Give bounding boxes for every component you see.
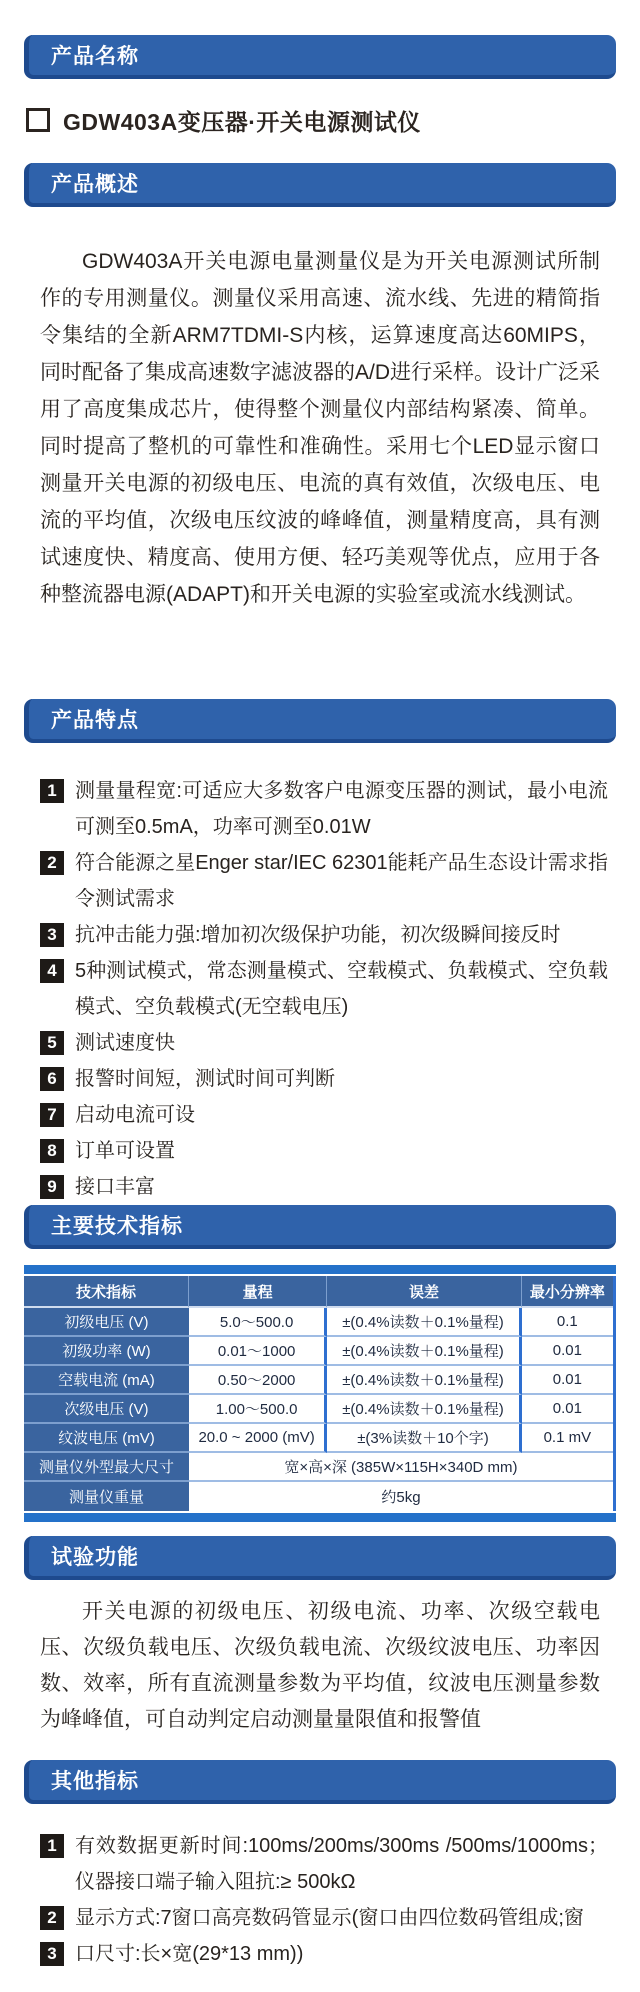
section-banner-specs [24, 1205, 616, 1249]
cell-resolution: 0.01 [522, 1337, 613, 1366]
table-row [24, 1395, 613, 1424]
cell-range: 5.0～500.0 [189, 1308, 327, 1337]
cell-error: ±(0.4%读数＋0.1%量程) [327, 1337, 521, 1366]
row-label: 初级功率 (W) [24, 1337, 189, 1366]
feature-number-badge: 7 [40, 1103, 64, 1127]
feature-item [40, 1025, 608, 1061]
cell-error: ±(3%读数＋10个字) [327, 1424, 521, 1453]
section-banner-features [24, 699, 616, 743]
feature-text: 5种测试模式，常态测量模式、空载模式、负载模式、空负载模式、空负载模式(无空载电压) [75, 960, 608, 1018]
table-bottom-bar [24, 1513, 616, 1522]
banner-label: 其他指标 [51, 1770, 139, 1793]
product-title: GDW403A变压器·开关电源测试仪 [63, 108, 421, 135]
spec-table-container [24, 1265, 616, 1522]
feature-number-badge: 1 [40, 779, 64, 803]
feature-item [40, 917, 608, 953]
col-header-indicator: 技术指标 [24, 1276, 189, 1308]
row-label: 空载电流 (mA) [24, 1366, 189, 1395]
cell-range: 20.0 ~ 2000 (mV) [189, 1424, 327, 1453]
table-row [24, 1453, 613, 1482]
section-other-specs [24, 1760, 616, 1972]
row-label: 测量仪外型最大尺寸 [24, 1453, 189, 1482]
feature-number-badge: 6 [40, 1067, 64, 1091]
row-label: 次级电压 (V) [24, 1395, 189, 1424]
cell-resolution: 0.01 [522, 1395, 613, 1424]
cell-span-value: 宽×高×深 (385W×115H×340D mm) [189, 1453, 613, 1482]
cell-resolution: 0.1 mV [522, 1424, 613, 1453]
section-banner-product-name [24, 35, 616, 79]
feature-text: 订单可设置 [75, 1140, 175, 1162]
feature-item [40, 953, 608, 1025]
feature-text: 抗冲击能力强:增加初次级保护功能，初次级瞬间接反时 [75, 924, 561, 946]
banner-label: 试验功能 [51, 1546, 139, 1569]
section-specs [24, 1205, 616, 1522]
feature-number-badge: 5 [40, 1031, 64, 1055]
row-label: 测量仪重量 [24, 1482, 189, 1511]
cell-range: 0.01～1000 [189, 1337, 327, 1366]
feature-list [40, 773, 608, 1205]
col-header-range: 量程 [189, 1276, 327, 1308]
section-overview [24, 163, 616, 613]
other-spec-list [40, 1828, 608, 1972]
section-product-name [24, 35, 616, 137]
checkbox-icon [26, 108, 50, 132]
cell-resolution: 0.1 [522, 1308, 613, 1337]
row-label: 纹波电压 (mV) [24, 1424, 189, 1453]
banner-label: 主要技术指标 [51, 1215, 183, 1238]
cell-error: ±(0.4%读数＋0.1%量程) [327, 1308, 521, 1337]
cell-span-value: 约5kg [189, 1482, 613, 1511]
feature-item [40, 1097, 608, 1133]
feature-number-badge: 9 [40, 1175, 64, 1199]
cell-range: 1.00～500.0 [189, 1395, 327, 1424]
table-header-row [24, 1276, 613, 1308]
other-spec-text: 显示方式:7窗口高亮数码管显示(窗口由四位数码管组成;窗 [75, 1907, 584, 1929]
cell-error: ±(0.4%读数＋0.1%量程) [327, 1366, 521, 1395]
section-features [24, 699, 616, 1205]
feature-text: 测量量程宽:可适应大多数客户电源变压器的测试，最小电流可测至0.5mA，功率可测至0.01W [75, 780, 608, 838]
other-spec-item [40, 1900, 608, 1936]
feature-number-badge: 8 [40, 1139, 64, 1163]
col-header-error: 误差 [327, 1276, 521, 1308]
test-function-paragraph: 开关电源的初级电压、初级电流、功率、次级空载电压、次级负载电压、次级负载电流、次级纹波电压、功率因数、效率，所有直流测量参数为平均值，纹波电压测量参数为峰峰值，可自动判定启动测量量限值和报警值 [40, 1600, 600, 1731]
banner-label: 产品特点 [51, 709, 139, 732]
feature-text: 启动电流可设 [75, 1104, 195, 1126]
feature-number-badge: 2 [40, 851, 64, 875]
banner-label: 产品概述 [51, 173, 139, 196]
table-row [24, 1337, 613, 1366]
col-header-resolution: 最小分辨率 [522, 1276, 613, 1308]
other-number-badge: 1 [40, 1834, 64, 1858]
feature-number-badge: 4 [40, 959, 64, 983]
other-spec-item [40, 1828, 608, 1900]
spec-table [24, 1276, 616, 1511]
feature-item [40, 1133, 608, 1169]
feature-item [40, 773, 608, 845]
overview-paragraph: GDW403A开关电源电量测量仪是为开关电源测试所制作的专用测量仪。测量仪采用高速、流水线、先进的精简指令集结的全新ARM7TDMI-S内核，运算速度高达60MIPS，同时配备了集成高速数字滤波器的A/D进行采样。设计广泛采用了高度集成芯片，使得整个测量仪内部结构紧凑、简单。同时提高了整机的可靠性和准确性。采用七个LED显示窗口测量开关电源的初级电压、电流的真有效值，次级电压、电流的平均值，次级电压纹波的峰峰值，测量精度高，具有测试速度快、精度高、使用方便、轻巧美观等优点，应用于各种整流器电源(ADAPT)和开关电源的实验室或流水线测试。 [40, 250, 601, 606]
cell-resolution: 0.01 [522, 1366, 613, 1395]
table-row [24, 1366, 613, 1395]
other-number-badge: 3 [40, 1942, 64, 1966]
feature-item [40, 845, 608, 917]
banner-label: 产品名称 [51, 45, 139, 68]
cell-error: ±(0.4%读数＋0.1%量程) [327, 1395, 521, 1424]
section-banner-test-function [24, 1536, 616, 1580]
section-banner-overview [24, 163, 616, 207]
feature-text: 报警时间短，测试时间可判断 [75, 1068, 335, 1090]
table-top-bar [24, 1265, 616, 1274]
feature-text: 接口丰富 [75, 1176, 155, 1198]
other-number-badge: 2 [40, 1906, 64, 1930]
feature-text: 符合能源之星Enger star/IEC 62301能耗产品生态设计需求指令测试需求 [75, 852, 608, 910]
row-label: 初级电压 (V) [24, 1308, 189, 1337]
other-spec-text: 有效数据更新时间:100ms/200ms/300ms /500ms/1000ms；仪器接口端子输入阻抗:≥ 500kΩ [75, 1835, 608, 1893]
table-row [24, 1482, 613, 1511]
feature-item [40, 1061, 608, 1097]
feature-number-badge: 3 [40, 923, 64, 947]
product-title-row [26, 103, 616, 137]
section-banner-other-specs [24, 1760, 616, 1804]
other-spec-item [40, 1936, 608, 1972]
other-spec-text: 口尺寸:长×宽(29*13 mm)) [75, 1943, 304, 1965]
feature-item [40, 1169, 608, 1205]
cell-range: 0.50～2000 [189, 1366, 327, 1395]
table-row [24, 1424, 613, 1453]
feature-text: 测试速度快 [75, 1032, 175, 1054]
section-test-function [24, 1536, 616, 1738]
table-row [24, 1308, 613, 1337]
